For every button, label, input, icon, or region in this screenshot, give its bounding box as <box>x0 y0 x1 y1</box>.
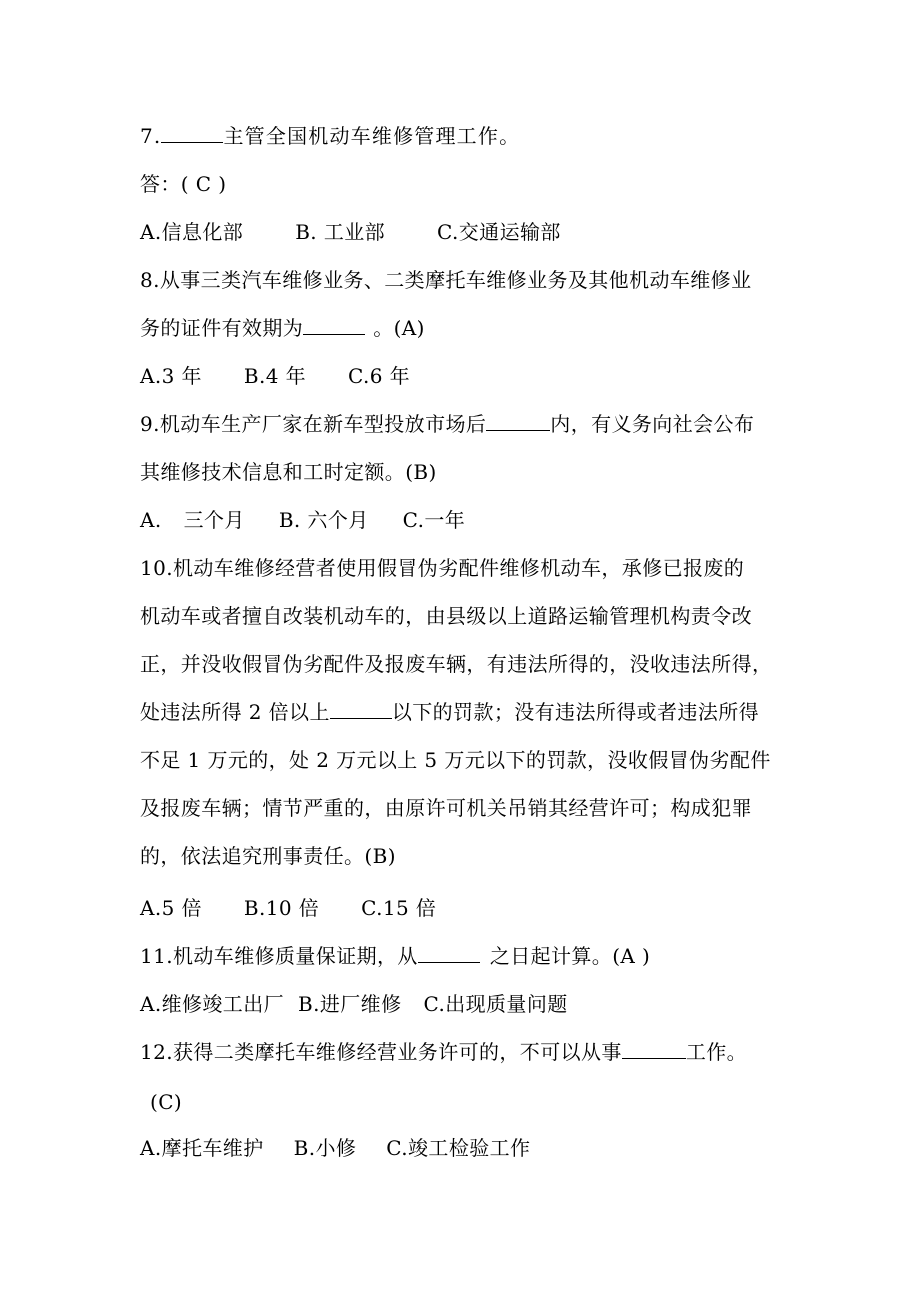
q12-option-b: B.小修 <box>293 1136 357 1160</box>
q8-option-a: A.3 年 <box>140 364 202 388</box>
answer-blank <box>418 944 480 963</box>
q9-option-b: B. 六个月 <box>278 508 369 532</box>
q12-answer: (C) <box>150 1090 183 1114</box>
q10-stem-line-3: 正，并没收假冒伪劣配件及报废车辆，有违法所得的，没收违法所得， <box>140 652 773 676</box>
q10-stem-line-7: 的，依法追究刑事责任。(B) <box>140 844 396 868</box>
q12-stem-text-2: 工作。 <box>685 1040 748 1064</box>
q7-option-b: B. 工业部 <box>295 220 386 244</box>
q10-stem-line-1: 10.机动车维修经营者使用假冒伪劣配件维修机动车，承修已报废的 <box>140 556 745 580</box>
q8-options <box>140 362 800 390</box>
q7-options <box>140 218 800 246</box>
q9-stem-text: 9.机动车生产厂家在新车型投放市场后 <box>140 412 487 436</box>
q7-stem-text: 主管全国机动车维修管理工作。 <box>223 124 521 148</box>
answer-blank <box>330 700 392 719</box>
q11-option-b: B.进厂维修 <box>298 992 402 1016</box>
q11-stem-text: 11.机动车维修质量保证期，从 <box>140 944 418 968</box>
q7-option-a: A.信息化部 <box>140 220 244 244</box>
q10-stem-text: 处违法所得 2 倍以上 <box>140 700 330 724</box>
q8-stem-text: 务的证件有效期为 <box>140 316 304 340</box>
q11-option-a: A.维修竣工出厂 <box>140 992 285 1016</box>
q12-option-a: A.摩托车维护 <box>140 1136 264 1160</box>
answer-blank <box>303 316 365 335</box>
answer-blank <box>486 412 550 431</box>
q11-stem-text-2: 之日起计算。(A ) <box>489 944 651 968</box>
q11-options <box>140 990 800 1018</box>
q8-option-b: B.4 年 <box>243 364 307 388</box>
q7-stem <box>140 122 800 150</box>
q10-options <box>140 894 800 922</box>
q10-stem-text-2: 以下的罚款；没有违法所得或者违法所得 <box>391 700 760 724</box>
q11-stem <box>140 942 800 970</box>
q10-stem-line-6: 及报废车辆；情节严重的，由原许可机关吊销其经营许可；构成犯罪 <box>140 796 752 820</box>
answer-blank <box>161 124 223 143</box>
q9-option-a-letter: A. <box>140 508 162 532</box>
q9-stem-line-1 <box>140 410 800 438</box>
q12-stem-text: 12.获得二类摩托车维修经营业务许可的，不可以从事 <box>140 1040 622 1064</box>
q9-option-a: 三个月 <box>183 508 245 532</box>
q10-stem-line-2: 机动车或者擅自改装机动车的，由县级以上道路运输管理机构责令改 <box>140 604 752 628</box>
q7-answer: 答：( C ) <box>140 172 227 196</box>
q12-options <box>140 1134 800 1162</box>
q11-option-c: C.出现质量问题 <box>423 992 568 1016</box>
q9-stem-line-2: 其维修技术信息和工时定额。(B) <box>140 460 437 484</box>
q10-option-a: A.5 倍 <box>140 896 202 920</box>
q9-stem-text-2: 内，有义务向社会公布 <box>550 412 755 436</box>
q9-options <box>140 506 800 534</box>
q10-stem-line-4 <box>140 698 800 726</box>
answer-blank <box>622 1040 686 1059</box>
q12-option-c: C.竣工检验工作 <box>386 1136 531 1160</box>
q8-stem-line-2 <box>140 314 800 342</box>
q8-stem-line-1: 8.从事三类汽车维修业务、二类摩托车维修业务及其他机动车维修业 <box>140 268 752 292</box>
q12-stem-line-1 <box>140 1038 800 1066</box>
q8-answer: 。(A) <box>373 316 425 340</box>
q10-option-c: C.15 倍 <box>361 896 437 920</box>
q7-number: 7. <box>140 124 162 148</box>
q9-option-c: C.一年 <box>402 508 466 532</box>
q8-option-c: C.6 年 <box>348 364 411 388</box>
q10-stem-line-5: 不足 1 万元的，处 2 万元以上 5 万元以下的罚款，没收假冒伪劣配件 <box>140 748 771 772</box>
q10-option-b: B.10 倍 <box>243 896 320 920</box>
q7-option-c: C.交通运输部 <box>437 220 561 244</box>
